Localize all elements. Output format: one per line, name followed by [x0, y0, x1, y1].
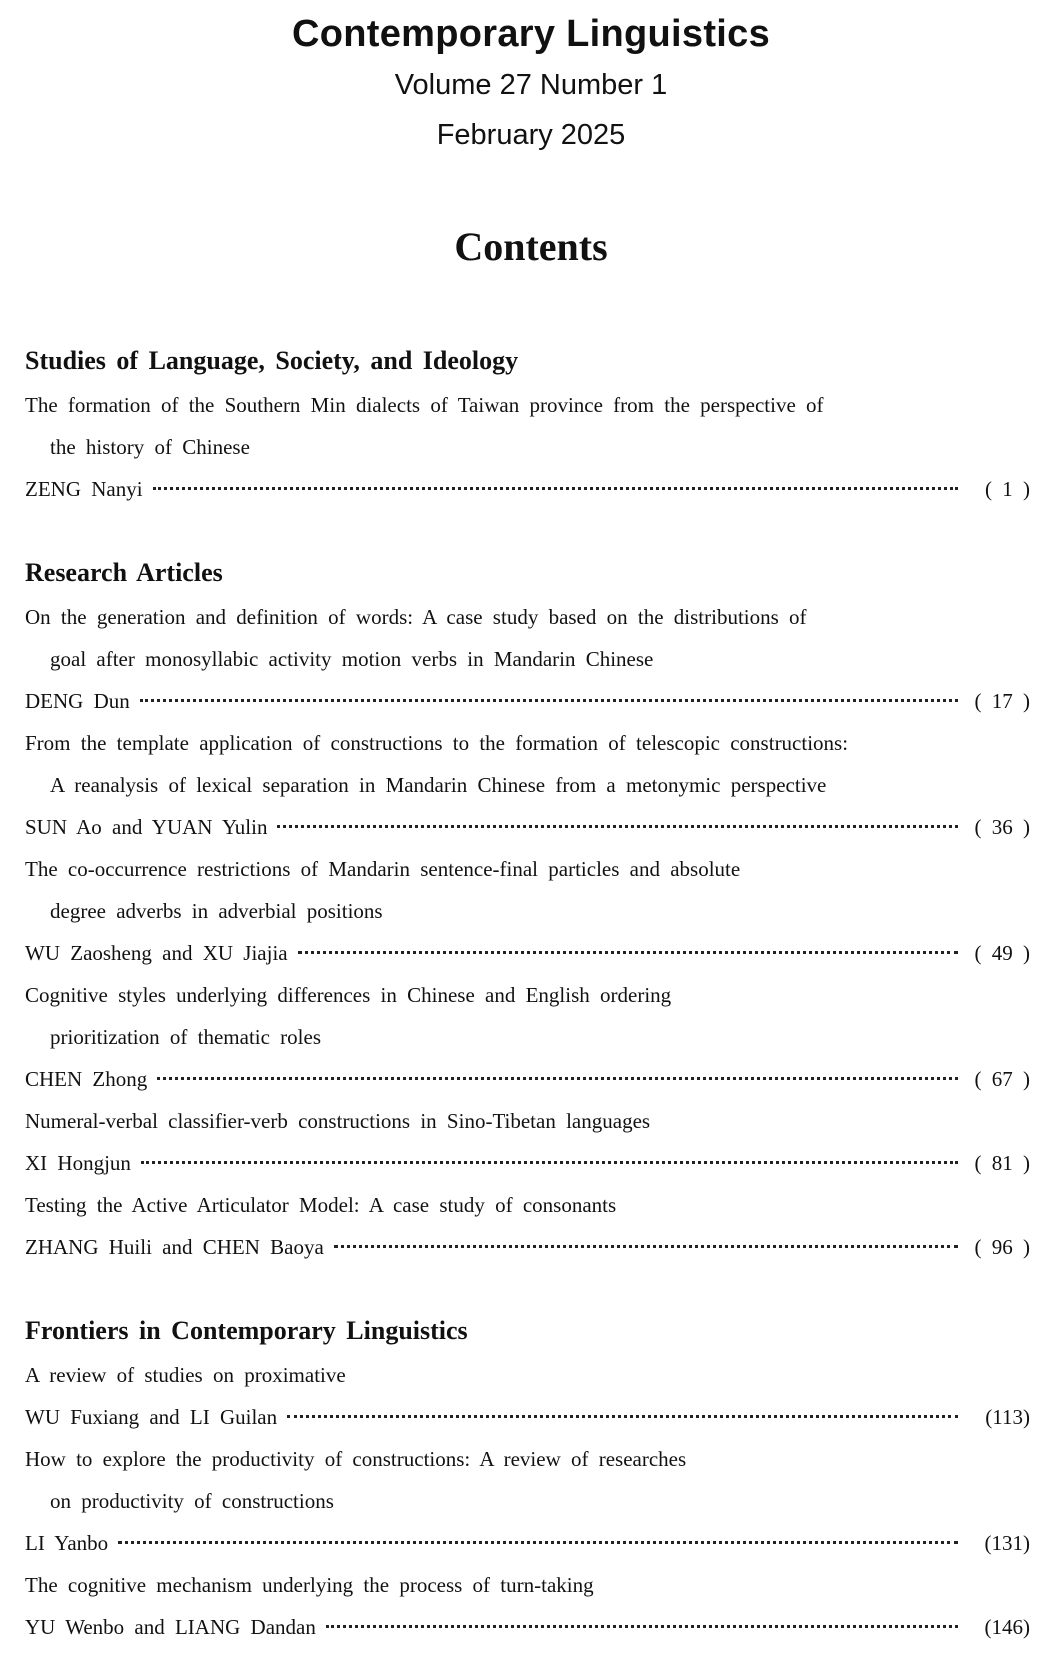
article-title-line: A review of studies on proximative [25, 1363, 346, 1387]
article-title [25, 848, 965, 932]
author-row [25, 680, 1030, 722]
dot-leader [287, 1415, 958, 1418]
toc-section [25, 1310, 1030, 1648]
journal-title: Contemporary Linguistics [291, 13, 771, 55]
dot-leader [140, 699, 958, 702]
author-row [25, 932, 1030, 974]
article-title-line: The co-occurrence restrictions of Mandarin sentence-final particles and absolute [25, 857, 741, 881]
dot-leader [277, 825, 958, 828]
dot-leader [118, 1541, 958, 1544]
volume-number: Volume 27 Number 1 [394, 69, 668, 101]
toc-entry[interactable] [25, 848, 1030, 974]
page-number[interactable]: ( 81 ) [974, 1151, 1030, 1175]
article-title [25, 384, 965, 468]
article-authors: DENG Dun [25, 689, 130, 713]
article-title-continuation: the history of Chinese [50, 435, 250, 459]
toc-section [25, 552, 1030, 1268]
page-number[interactable]: (131) [984, 1531, 1030, 1555]
article-title-continuation: degree adverbs in adverbial positions [50, 899, 383, 923]
article-authors: LI Yanbo [25, 1531, 109, 1555]
toc-entry[interactable] [25, 1100, 1030, 1184]
article-title-continuation: on productivity of constructions [50, 1489, 334, 1513]
article-title-line: How to explore the productivity of constructions: A review of researches [25, 1447, 687, 1471]
page-number[interactable]: (146) [984, 1615, 1030, 1639]
article-authors: SUN Ao and YUAN Yulin [25, 815, 268, 839]
section-title: Research Articles [25, 558, 223, 587]
dot-leader [334, 1245, 958, 1248]
article-title-line: The cognitive mechanism underlying the process of turn-taking [25, 1573, 594, 1597]
article-title [25, 974, 965, 1058]
author-row [25, 1606, 1030, 1648]
author-row [25, 806, 1030, 848]
toc-entry[interactable] [25, 974, 1030, 1100]
section-title: Studies of Language, Society, and Ideology [25, 346, 519, 375]
article-title [25, 1100, 965, 1142]
dot-leader [326, 1625, 958, 1628]
article-title [25, 1354, 965, 1396]
article-authors: ZENG Nanyi [25, 477, 143, 501]
page-number[interactable]: ( 49 ) [974, 941, 1030, 965]
dot-leader [298, 951, 958, 954]
article-authors: YU Wenbo and LIANG Dandan [25, 1615, 316, 1639]
article-title [25, 596, 965, 680]
author-row [25, 468, 1030, 510]
article-title-line: The formation of the Southern Min dialects of Taiwan province from the perspective of [25, 393, 824, 417]
article-title-line: Numeral-verbal classifier-verb constructions in Sino-Tibetan languages [25, 1109, 651, 1133]
page-number[interactable]: ( 1 ) [985, 477, 1030, 501]
article-title-line: On the generation and definition of words: A case study based on the distributions of [25, 605, 807, 629]
toc-entry[interactable] [25, 596, 1030, 722]
article-title-continuation: prioritization of thematic roles [50, 1025, 321, 1049]
article-title [25, 1438, 965, 1522]
dot-leader [153, 487, 958, 490]
toc-entry[interactable] [25, 722, 1030, 848]
author-row [25, 1226, 1030, 1268]
masthead [0, 8, 1062, 160]
article-title [25, 1184, 965, 1226]
table-of-contents [25, 340, 1030, 1648]
article-authors: XI Hongjun [25, 1151, 131, 1175]
toc-entry[interactable] [25, 1438, 1030, 1564]
author-row [25, 1396, 1030, 1438]
article-title-line: Cognitive styles underlying differences in Chinese and English ordering [25, 983, 672, 1007]
article-authors: ZHANG Huili and CHEN Baoya [25, 1235, 324, 1259]
page-number[interactable]: ( 17 ) [974, 689, 1030, 713]
article-title-line: Testing the Active Articulator Model: A case study of consonants [25, 1193, 617, 1217]
author-row [25, 1058, 1030, 1100]
section-title: Frontiers in Contemporary Linguistics [25, 1316, 468, 1345]
article-authors: CHEN Zhong [25, 1067, 148, 1091]
article-authors: WU Zaosheng and XU Jiajia [25, 941, 288, 965]
article-title [25, 722, 965, 806]
toc-section [25, 340, 1030, 510]
author-row [25, 1522, 1030, 1564]
page-number[interactable]: (113) [985, 1405, 1030, 1429]
toc-entry[interactable] [25, 1184, 1030, 1268]
toc-entry[interactable] [25, 1354, 1030, 1438]
page-number[interactable]: ( 96 ) [974, 1235, 1030, 1259]
dot-leader [141, 1161, 958, 1164]
article-title-line: From the template application of constructions to the formation of telescopic constructions: [25, 731, 849, 755]
article-title [25, 1564, 965, 1606]
article-authors: WU Fuxiang and LI Guilan [25, 1405, 278, 1429]
dot-leader [157, 1077, 958, 1080]
issue-date: February 2025 [436, 119, 626, 151]
author-row [25, 1142, 1030, 1184]
article-title-continuation: goal after monosyllabic activity motion verbs in Mandarin Chinese [50, 647, 654, 671]
toc-entry[interactable] [25, 384, 1030, 510]
page-number[interactable]: ( 36 ) [974, 815, 1030, 839]
article-title-continuation: A reanalysis of lexical separation in Mandarin Chinese from a metonymic perspective [50, 773, 827, 797]
contents-heading: Contents [454, 224, 608, 269]
page-number[interactable]: ( 67 ) [974, 1067, 1030, 1091]
toc-entry[interactable] [25, 1564, 1030, 1648]
